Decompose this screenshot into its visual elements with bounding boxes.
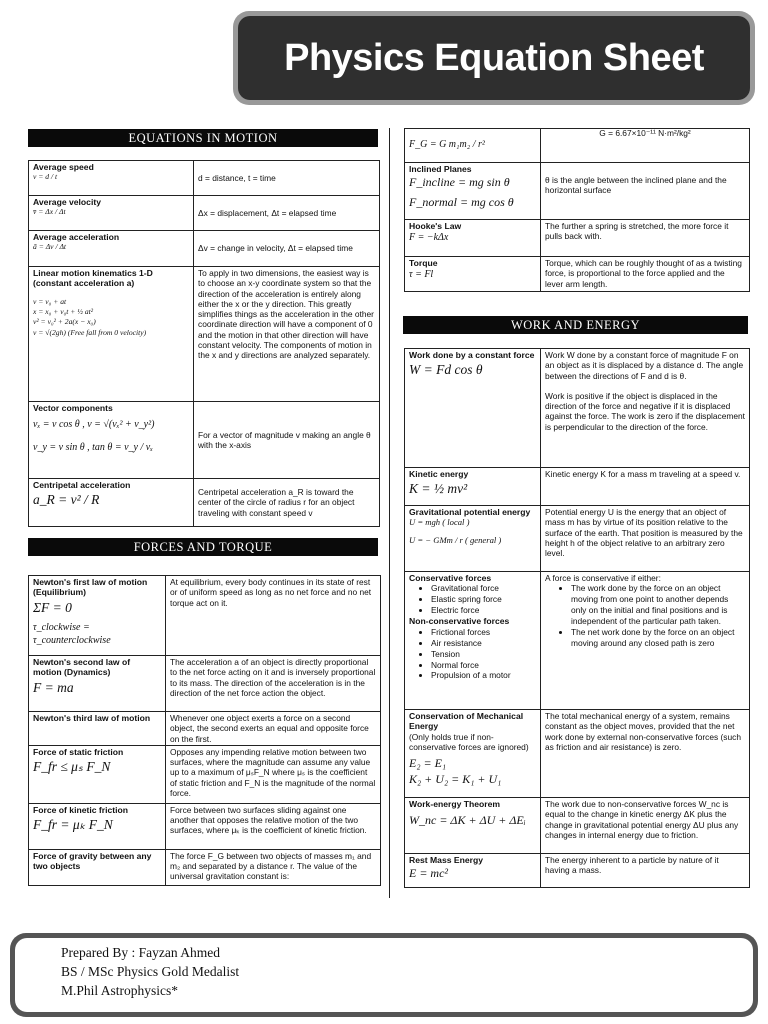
- equation: F = −kΔx: [409, 232, 449, 244]
- equation: W_nc = ΔK + ΔU + ΔEᵢ: [409, 813, 526, 828]
- row-desc: At equilibrium, every body continues in its state of rest or of uniform speed as long as no net force and no net torque act on it.: [166, 576, 381, 656]
- row-desc: The work due to non-conservative forces W_nc is equal to the change in kinetic energy ΔK plus the change in gravitational potential energy ΔU plus any changes in internal energy due to friction.: [541, 798, 750, 854]
- list-item: • Gravitational force: [431, 583, 536, 594]
- row-label: Non-conservative forces: [409, 616, 510, 627]
- table-row: [405, 854, 750, 888]
- equation: W = Fd cos θ: [409, 362, 483, 378]
- column-divider: [389, 128, 390, 898]
- equation: v = d / t: [33, 172, 58, 182]
- table-row: [405, 798, 750, 854]
- row-label: Force of gravity between any two objects: [33, 850, 152, 872]
- row-label: Average velocity: [33, 197, 101, 207]
- equation: U = mgh ( local ): [409, 517, 470, 528]
- row-desc: Centripetal acceleration a_R is toward the center of the circle of radius r for an object traveling with constant speed v: [194, 479, 380, 527]
- list-item: • The work done by the force on an object moving from one point to another depends only on the initial and final positions and is independent of the particular path taken.: [571, 583, 745, 627]
- list-item: • Electric force: [431, 605, 536, 616]
- equation: τ_clockwise = τ_counterclockwise: [33, 622, 111, 646]
- author-specialty: M.Phil Astrophysics*: [61, 983, 179, 998]
- equation: τ = Fl: [409, 269, 434, 281]
- equation: F_G = G m₁m₂ / r²: [409, 139, 485, 151]
- list-item: • Propulsion of a motor: [431, 670, 536, 681]
- row-label: Work done by a constant force: [409, 350, 535, 360]
- row-desc: Δv = change in velocity, Δt = elapsed time: [194, 231, 380, 267]
- table-row: [29, 656, 381, 712]
- author-degree: BS / MSc Physics Gold Medalist: [61, 964, 240, 979]
- table-row: [29, 803, 381, 849]
- section-header-motion: EQUATIONS IN MOTION: [28, 129, 378, 147]
- table-row: [405, 257, 750, 292]
- equation: v_y = v sin θ , tan θ = v_y / vₓ: [33, 441, 154, 453]
- row-label: Newton's first law of motion (Equilibrium): [33, 577, 148, 598]
- forces-continued-table: [404, 128, 750, 292]
- table-row: [405, 710, 750, 798]
- equation: K = ½ mv²: [409, 481, 468, 497]
- table-row: [405, 220, 750, 257]
- table-row: [405, 163, 750, 220]
- row-desc: The further a spring is stretched, the more force it pulls back with.: [541, 220, 750, 257]
- section-header-work: WORK AND ENERGY: [403, 316, 748, 334]
- row-desc: For a vector of magnitude v making an angle θ with the x-axis: [194, 402, 380, 479]
- row-label: Conservation of Mechanical Energy: [409, 711, 524, 732]
- table-row: [405, 572, 750, 710]
- author-info: [15, 938, 753, 1012]
- table-row: [29, 576, 381, 656]
- row-desc: Work is positive if the object is displaced in the direction of the force and negative if it is displaced against the force. The work is zero if the displacement is perpendicular to the direction of the force.: [545, 390, 746, 432]
- row-desc: Whenever one object exerts a force on a second object, the second exerts an equal and opposite force on the first.: [166, 712, 381, 746]
- row-desc: [541, 129, 750, 163]
- row-desc: d = distance, t = time: [194, 161, 380, 196]
- table-row: [29, 402, 380, 479]
- row-desc: Torque, which can be roughly thought of as a twisting force, is proportional to the force applied and the lever arm length.: [541, 257, 750, 292]
- row-desc: Kinetic energy K for a mass m traveling at a speed v.: [541, 468, 750, 506]
- equation: E₂ = E₁: [409, 756, 447, 771]
- row-label: Conservative forces: [409, 573, 492, 583]
- row-desc: The energy inherent to a particle by nature of it having a mass.: [541, 854, 750, 888]
- forces-table: [28, 575, 381, 886]
- row-desc: The force F_G between two objects of masses m₁ and m₂ and separated by a distance r. The value of the universal gravitation constant is:: [166, 849, 381, 885]
- row-desc: The total mechanical energy of a system, remains constant as the object moves, provided that the net work done by external non-conservative forces (such as friction and air resistance) is zero.: [541, 710, 750, 798]
- row-note: (Only holds true if non-conservative forces are ignored): [409, 731, 529, 753]
- list-item: • Elastic spring force: [431, 594, 536, 605]
- equation: ā = Δv / Δt: [33, 242, 67, 252]
- author-footer: [10, 933, 758, 1017]
- row-label: Work-energy Theorem: [409, 799, 501, 809]
- table-row: [405, 506, 750, 572]
- row-desc: Δx = displacement, Δt = elapsed time: [194, 196, 380, 231]
- equation: a_R = v² / R: [33, 492, 100, 508]
- author-name: Prepared By : Fayzan Ahmed: [61, 945, 220, 960]
- row-label: Hooke's Law: [409, 221, 462, 231]
- row-label: Newton's second law of motion (Dynamics): [33, 657, 131, 678]
- table-row: [405, 349, 750, 468]
- equation: v = v₀ + at: [33, 296, 67, 306]
- conservative-forces-list: [431, 583, 536, 616]
- row-desc: Work W done by a constant force of magnitude F on an object as it is displaced by a distance d. The angle between the directions of F and d is θ.: [545, 350, 744, 381]
- section-header-forces: FORCES AND TORQUE: [28, 538, 378, 556]
- row-label: Inclined Planes: [409, 164, 472, 174]
- row-label: Force of kinetic friction: [33, 804, 129, 815]
- row-label: Kinetic energy: [409, 469, 469, 479]
- gravitation-constant: G = 6.67×10⁻¹¹ N·m²/kg²: [599, 128, 691, 138]
- table-row: [29, 745, 381, 803]
- equation: K₂ + U₂ = K₁ + U₁: [409, 772, 502, 787]
- row-label: Rest Mass Energy: [409, 855, 484, 865]
- row-desc: Opposes any impending relative motion between two surfaces, where the magnitude can assume any value up to a maximum of μₛF_N where μₛ is the coefficient of static friction and F_N is the magnitude of the normal force.: [166, 745, 381, 803]
- work-table: [404, 348, 750, 888]
- row-label: Average acceleration: [33, 232, 120, 242]
- equation: ΣF = 0: [33, 599, 72, 615]
- equation: vₓ = v cos θ , v = √(vₓ² + v_y²): [33, 419, 155, 431]
- equation: x = x₀ + v₀t + ½ at²: [33, 307, 94, 317]
- list-item: • Tension: [431, 649, 536, 660]
- list-item: • Air resistance: [431, 638, 536, 649]
- row-desc: Force between two surfaces sliding against one another that opposes the relative motion of the two surfaces, where μₖ is the coefficient of kinetic friction.: [166, 803, 381, 849]
- table-row: [29, 161, 380, 196]
- page-title: Physics Equation Sheet: [238, 16, 750, 100]
- table-row: [405, 468, 750, 506]
- row-label: Gravitational potential energy: [409, 507, 531, 517]
- list-item: • Frictional forces: [431, 627, 536, 638]
- equation: F = ma: [33, 679, 74, 695]
- list-item: • The net work done by the force on an object moving around any closed path is zero: [571, 627, 745, 649]
- nonconservative-forces-list: [431, 627, 536, 682]
- equation: F_fr = μₖ F_N: [33, 817, 113, 833]
- equation: v̄ = Δx / Δt: [33, 207, 66, 217]
- table-row: [29, 231, 380, 267]
- row-desc: Potential energy U is the energy that an object of mass m has by virtue of its position relative to the surface of the earth. That position is measured by the height h of the object relative to an arbitrary zero level.: [541, 506, 750, 572]
- equation: v² = v₀² + 2a(x − x₀): [33, 317, 96, 327]
- conservative-criteria-list: [571, 583, 745, 649]
- equation: F_incline = mg sin θ: [409, 175, 510, 190]
- row-label: Centripetal acceleration: [33, 480, 131, 490]
- equation: v = √(2gh) (Free fall from 0 velocity): [33, 327, 147, 337]
- row-desc: θ is the angle between the inclined plane and the horizontal surface: [541, 163, 750, 220]
- equation: U = − GMm / r ( general ): [409, 535, 502, 546]
- equation: E = mc²: [409, 866, 449, 881]
- table-row: [405, 129, 750, 163]
- list-item: • Normal force: [431, 660, 536, 671]
- row-label: Linear motion kinematics 1-D (constant acceleration a): [33, 268, 153, 289]
- row-desc: The acceleration a of an object is directly proportional to the net force acting on it and is inversely proportional to its mass. The direction of the acceleration is in the direction of the net force action the object.: [166, 656, 381, 712]
- row-label: Average speed: [33, 162, 94, 172]
- title-banner: [233, 11, 755, 105]
- row-label: Newton's third law of motion: [33, 713, 151, 723]
- row-desc: A force is conservative if either:: [545, 573, 661, 583]
- row-desc: To apply in two dimensions, the easiest way is to choose an x-y coordinate system so that the direction of the acceleration is entirely along either the x or the y direction. This greatly simplifies things as the acceleration in the other coordinate direction will have a component of 0 and the motion in that other direction will have constant velocity. The components of motion in the x and y directions are analyzed separately.: [194, 267, 380, 402]
- row-label: Force of static friction: [33, 746, 124, 757]
- table-row: [29, 196, 380, 231]
- equation: F_normal = mg cos θ: [409, 195, 514, 210]
- table-row: [29, 479, 380, 527]
- row-label: Vector components: [33, 403, 113, 413]
- equation: F_fr ≤ μₛ F_N: [33, 759, 111, 775]
- motion-table: [28, 160, 380, 527]
- row-label: Torque: [409, 258, 438, 268]
- table-row: [29, 712, 381, 746]
- table-row: [29, 849, 381, 885]
- table-row: [29, 267, 380, 402]
